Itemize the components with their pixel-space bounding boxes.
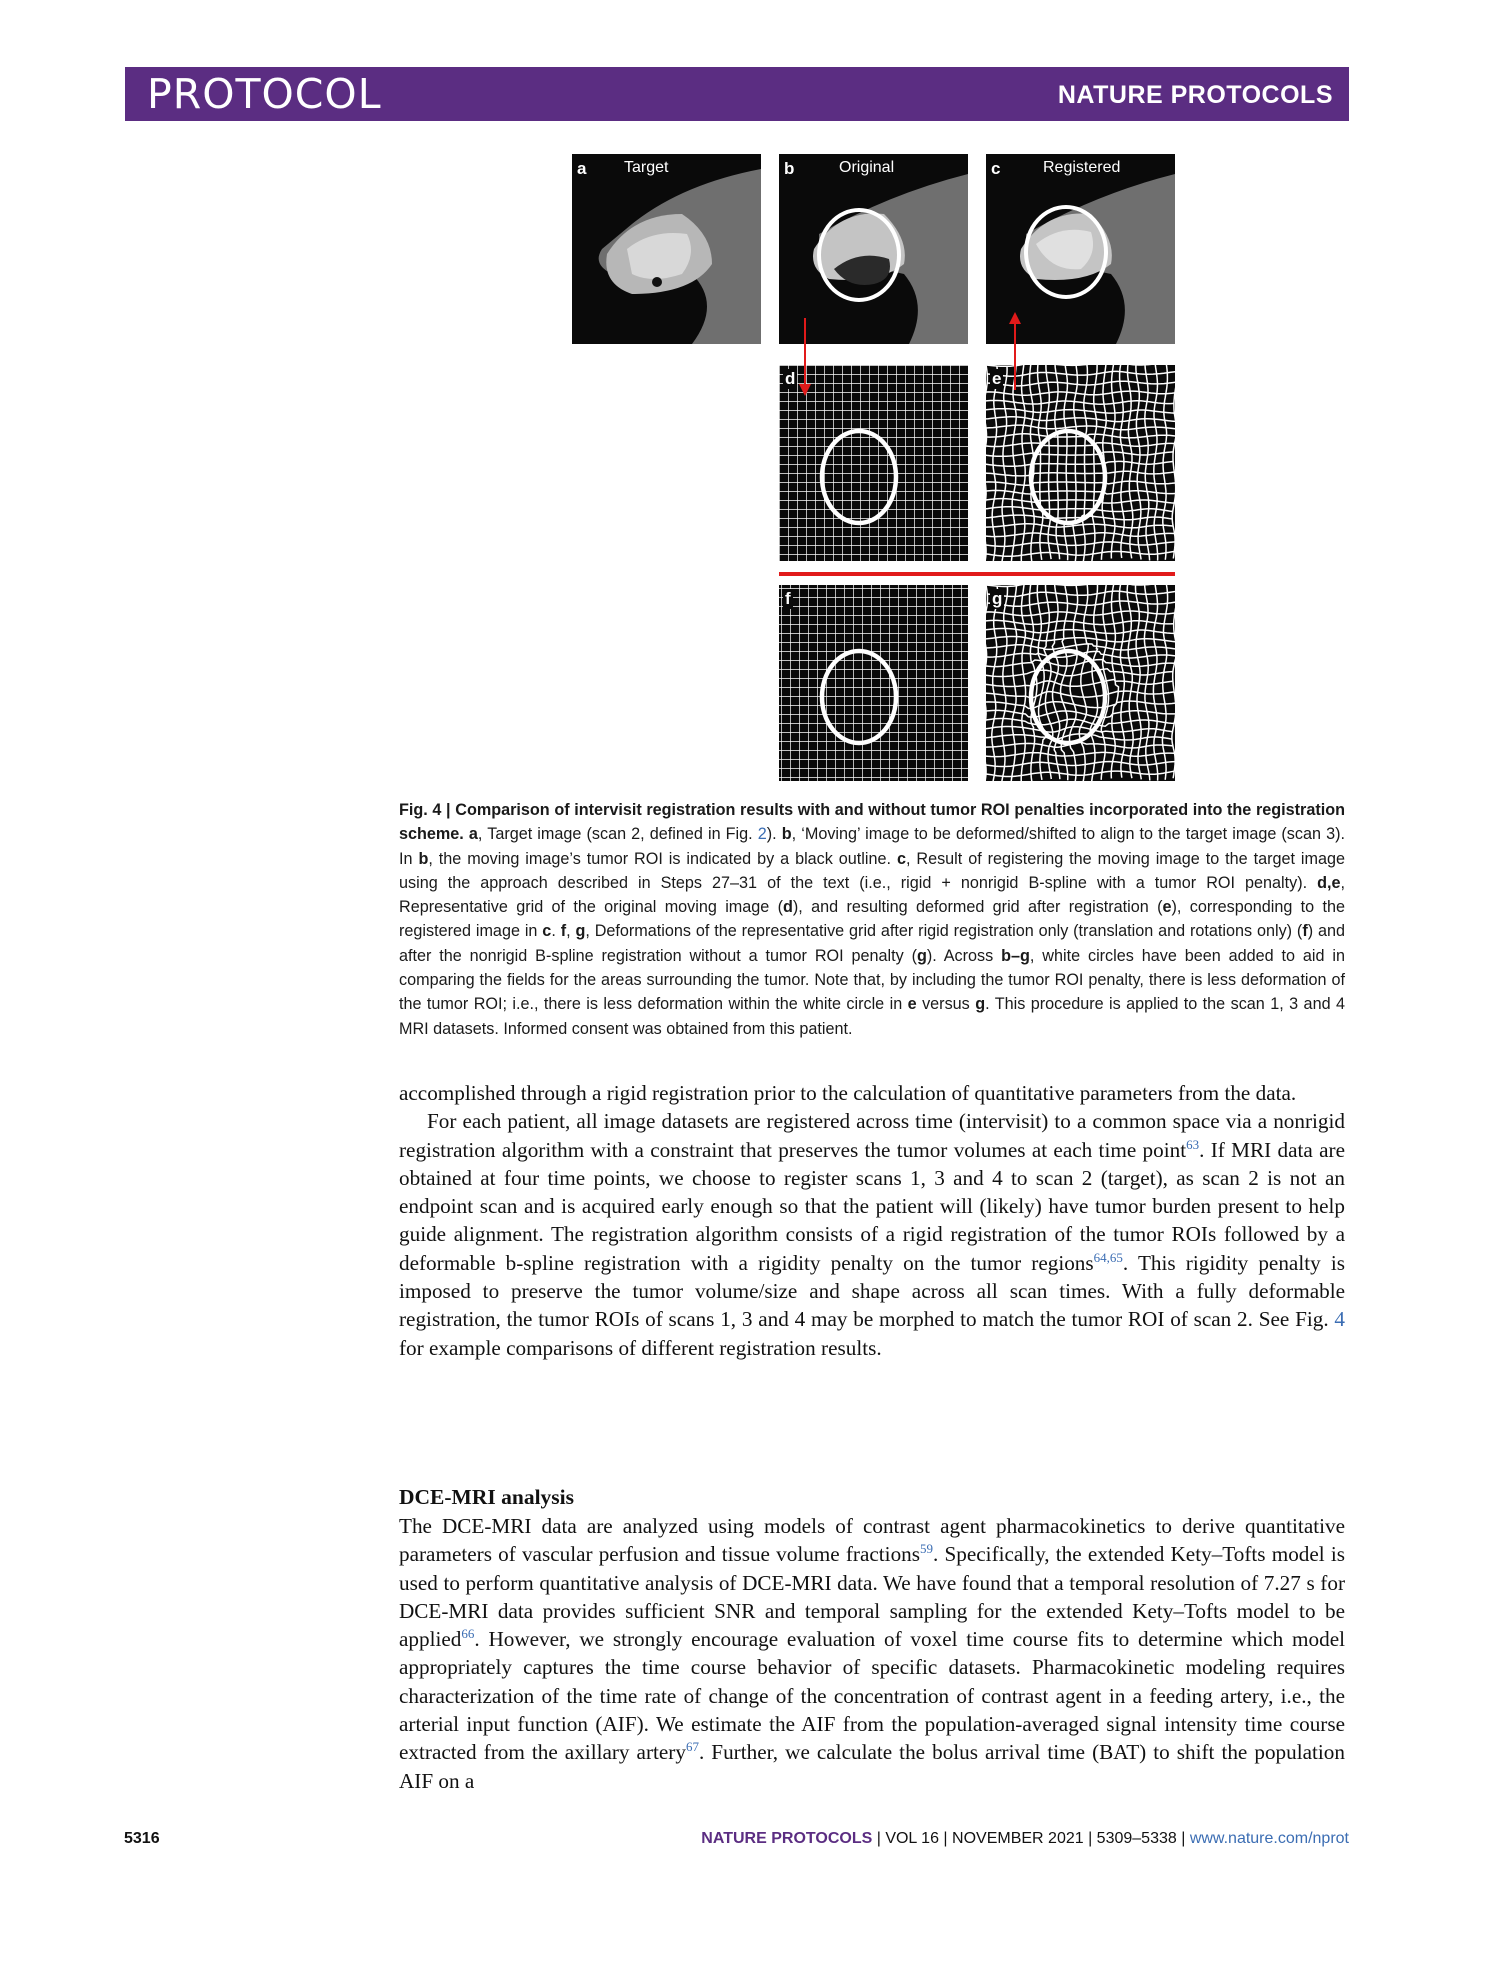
panel-a-target [572, 154, 761, 344]
mri-image-original [779, 154, 968, 344]
caption-text: , the moving image’s tumor ROI is indicated by a black outline. [428, 849, 897, 868]
caption-text: , Result of registering the moving image to the target image using the approach described in Steps 27–31 of the text (i.e., rigid + nonrigid B-spline with a tumor ROI penalty). [399, 849, 1346, 892]
panel-letter: a [577, 159, 587, 178]
panel-letter: f [785, 589, 791, 608]
caption-text: ). [766, 825, 782, 844]
page-number: 5316 [124, 1830, 160, 1847]
text: . If MRI data are obtained at four time points, we choose to register scans 1, 3 and 4 to scan 2 (target), as scan 2 is not an endpoint scan and is acquired early enough so that the patient will (likely) have tumor burden present to help guide alignment. The registration algorithm consists of a rigid registration of the tumor ROIs followed by a deformable b-spline registration with a rigidity penalty on the tumor regions [399, 1137, 1345, 1275]
mri-image-target [572, 154, 761, 344]
panel-f-rigid-grid [779, 585, 968, 781]
panel-letter: e [992, 369, 1002, 388]
panel-title: Target [624, 159, 669, 176]
header-bar [125, 67, 1349, 121]
paragraph: accomplished through a rigid registration prior to the calculation of quantitative parameters from the data. [399, 1081, 1297, 1105]
grid-deformed-without-penalty [986, 585, 1175, 781]
caption-text: , Deformations of the representative grid after rigid registration only (translation and rotations only) ( [585, 922, 1303, 941]
citation-ref[interactable]: 64,65 [1093, 1249, 1123, 1265]
caption-fig-label: Fig. 4 | [399, 801, 456, 819]
arrow-up-e-to-c [1000, 310, 1030, 390]
caption-letter: g [575, 922, 586, 941]
text: . This rigidity penalty is imposed to preserve the tumor volume/size and shape across all scan times. With a fully deformable registration, the tumor ROIs of scans 1, 3 and 4 may be morphed to match the tumor ROI of scan 2. See Fig. [399, 1250, 1345, 1332]
caption-letter: d [783, 898, 793, 917]
caption-text: ), corresponding to the registered image in [399, 898, 1345, 941]
grid-rigid [779, 585, 968, 781]
caption-letter: g [975, 995, 986, 1014]
footer-url[interactable]: www.nature.com/nprot [1189, 1830, 1349, 1847]
caption-text: ). Across [926, 946, 1002, 965]
caption-letter: b–g [1001, 946, 1030, 965]
panel-title: Registered [1043, 159, 1121, 176]
caption-letter: c [542, 922, 552, 941]
caption-letter: a [468, 825, 478, 844]
caption-letter: g [916, 946, 927, 965]
body-text-dce-mri [399, 1512, 1345, 1795]
caption-letter: f [1302, 922, 1308, 941]
caption-fig-ref[interactable]: 2 [757, 825, 767, 844]
paragraph [399, 1107, 1345, 1362]
panel-letter: d [785, 369, 796, 388]
caption-text: , white circles have been added to aid in comparing the fields for the areas surrounding the tumor. Note that, by including the tumor ROI penalty, there is less deformation of the tumor ROI; i.e., there is less deformation within the white circle in [399, 946, 1345, 1014]
section-label: PROTOCOL [147, 70, 382, 118]
caption-letter: f [560, 922, 567, 941]
citation-ref[interactable]: 59 [920, 1541, 934, 1557]
caption-text: . [551, 922, 561, 941]
text: The DCE-MRI data are analyzed using models of contrast agent pharmacokinetics to derive quantitative parameters of vascular perfusion and tissue volume fractions [399, 1514, 1345, 1567]
panel-e-deformed-grid [986, 365, 1175, 561]
text: . Specifically, the extended Kety–Tofts model is used to perform quantitative analysis of DCE-MRI data. We have found that a temporal resolution of 7.27 s for DCE-MRI data provides sufficient SNR and temporal sampling for the extended Kety–Tofts model to be applied [399, 1542, 1345, 1652]
figure-caption [399, 798, 1345, 1041]
caption-text: ) and after the nonrigid B-spline registration without a tumor ROI penalty ( [399, 922, 1345, 965]
panel-letter: b [784, 159, 795, 178]
panel-title: Original [839, 159, 895, 176]
citation-ref[interactable]: 63 [1186, 1136, 1200, 1152]
caption-letter: e [1162, 898, 1172, 917]
caption-text: , Target image (scan 2, defined in Fig. [477, 825, 758, 844]
caption-text: , Representative grid of the original moving image ( [399, 873, 1345, 917]
caption-text: . This procedure is applied to the scan 1, 3 and 4 MRI datasets. Informed consent was obtained from this patient. [399, 995, 1345, 1038]
footer-volume: | VOL 16 | NOVEMBER 2021 | 5309–5338 | [872, 1830, 1190, 1847]
text: . Further, we calculate the bolus arrival time (BAT) to shift the population AIF on a [399, 1740, 1345, 1793]
text: . However, we strongly encourage evaluation of voxel time course fits to determine which model appropriately captures the time course behavior of specific datasets. Pharmacokinetic modeling requires characterization of the time rate of change of the concentration of contrast agent in a feeding artery, i.e., the arterial input function (AIF). We estimate the AIF from the population-averaged signal intensity time course extracted from the axillary artery [399, 1627, 1345, 1765]
caption-letter: c [896, 849, 906, 868]
citation-ref[interactable]: 67 [685, 1739, 699, 1755]
caption-text: ), and resulting deformed grid after registration ( [792, 898, 1163, 917]
panel-letter: c [991, 159, 1001, 178]
journal-info [701, 1830, 1349, 1848]
caption-letter: e [907, 995, 917, 1014]
panel-b-original [779, 154, 968, 344]
body-text-registration [399, 1079, 1345, 1362]
paragraph [399, 1512, 1345, 1795]
grid-deformed-with-penalty [986, 365, 1175, 561]
caption-letter: d,e [1317, 873, 1341, 892]
caption-letter: b [418, 849, 429, 868]
caption-title: Comparison of intervisit registration results with and without tumor ROI penalties incorporated into the registration scheme. [399, 801, 1346, 844]
caption-letter: b [781, 825, 792, 844]
caption-text: versus [916, 995, 976, 1014]
figure-ref[interactable]: 4 [1334, 1307, 1345, 1332]
caption-text: , [566, 922, 576, 941]
section-title: DCE-MRI analysis [399, 1485, 575, 1509]
text: For each patient, all image datasets are registered across time (intervisit) to a common space via a nonrigid registration algorithm with a constraint that preserves the tumor volumes at each time point [399, 1109, 1345, 1162]
panel-g-nonrigid-grid [986, 585, 1175, 781]
panel-letter: g [992, 589, 1003, 608]
arrow-down-b-to-d [790, 318, 820, 398]
footer-journal: NATURE PROTOCOLS [701, 1830, 873, 1847]
citation-ref[interactable]: 66 [461, 1626, 475, 1642]
red-separator [779, 572, 1175, 576]
journal-name: NATURE PROTOCOLS [1057, 81, 1333, 109]
caption-text: , ‘Moving’ image to be deformed/shifted to align to the target image (scan 3). In [399, 825, 1345, 868]
text: for example comparisons of different registration results. [399, 1335, 882, 1360]
